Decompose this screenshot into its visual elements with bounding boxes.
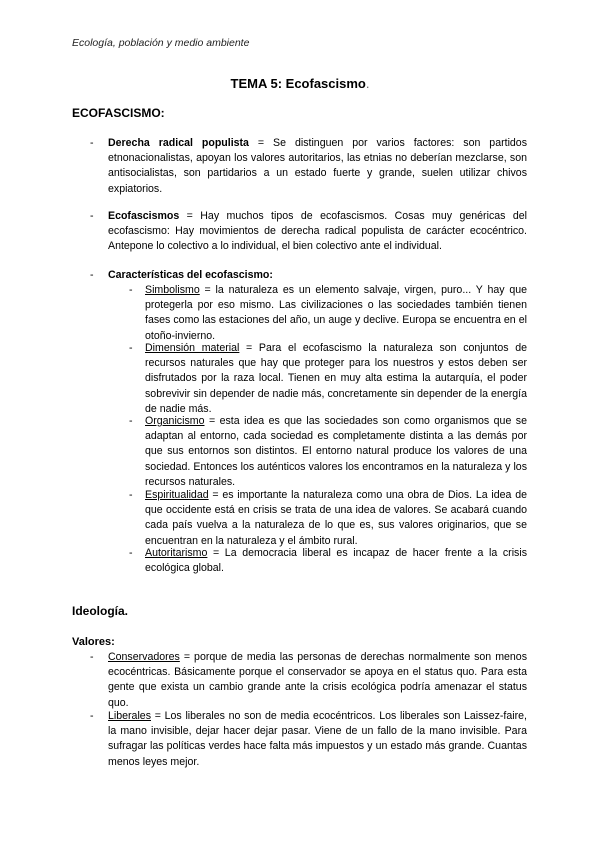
definition: = Los liberales no son de media ecocéntricos. Los liberales son Laissez-faire, la mano invisible, dejar hacer dejar pasar. Viene de un fallo de la mano invisible. Para sufragar las políticas verdes hace falta más impuestos y un estado más grande. Cuantas menos leyes mejor.	[108, 710, 527, 768]
sub-list-item	[129, 414, 527, 490]
bullet-dash: -	[90, 210, 94, 222]
sub-list-item	[129, 546, 527, 576]
sub-list-item	[129, 283, 527, 344]
bullet-dash: -	[90, 269, 94, 281]
term: Ecofascismos	[108, 210, 180, 222]
definition: = esta idea es que las sociedades son como organismos que se adaptan al entorno, cada sociedad es completamente distinta a las demás por que sus entornos son distintos. El entorno natural produce los valores de una sociedad. Entonces los auténticos valores los encontramos en la naturaleza y los recursos naturales.	[145, 415, 527, 488]
section-heading-ideologia: Ideología.	[72, 604, 129, 618]
list-item	[90, 650, 527, 711]
term: Derecha radical populista	[108, 137, 249, 149]
bullet-dash: -	[129, 342, 133, 354]
sub-list-item	[129, 341, 527, 417]
term: Organicismo	[145, 415, 205, 427]
subheading-valores: Valores:	[72, 636, 115, 648]
term: Dimensión material	[145, 342, 240, 354]
definition: = porque de media las personas de derechas normalmente son menos ecocéntricas. Básicamente porque el conservador se apoya en el status quo. Para esta gente que exista un cambio grande ante la crisis ecológica podría amenazar el status quo.	[108, 651, 527, 709]
bullet-dash: -	[129, 547, 133, 559]
bullet-dash: -	[90, 137, 94, 149]
bullet-dash: -	[90, 710, 94, 722]
bullet-dash: -	[90, 651, 94, 663]
section-heading-ecofascismo: ECOFASCISMO:	[72, 106, 165, 120]
sub-list-item	[129, 488, 527, 549]
definition: = La democracia liberal es incapaz de hacer frente a la crisis ecológica global.	[145, 547, 527, 575]
term: Espiritualidad	[145, 489, 209, 501]
list-item	[90, 209, 527, 255]
definition: = Hay muchos tipos de ecofascismos. Cosas muy genéricas del ecofascismo: Hay movimientos de derecha radical populista de carácter ecocéntrico. Antepone lo colectivo a lo individual, el bien colectivo ante el individual.	[108, 210, 527, 253]
title-text: TEMA 5: Ecofascismo	[230, 76, 366, 91]
term: Simbolismo	[145, 284, 200, 296]
list-item	[90, 268, 527, 283]
bullet-dash: -	[129, 489, 133, 501]
term: Liberales	[108, 710, 151, 722]
bullet-dash: -	[129, 415, 133, 427]
page-title	[0, 76, 600, 91]
bullet-dash: -	[129, 284, 133, 296]
running-header: Ecología, población y medio ambiente	[72, 37, 250, 49]
list-item	[90, 709, 527, 770]
term: Conservadores	[108, 651, 180, 663]
definition: = Para el ecofascismo la naturaleza son conjuntos de recursos naturales que hay que proteger para los nuestros y estos deben ser disfrutados por la raza local. Tienen en muy alta estima la autarquía, el poder sobrevivir sin depender de nadie más, concretamente sin depender de la energía de nadie más.	[145, 342, 527, 415]
term: Autoritarismo	[145, 547, 208, 559]
term: Características del ecofascismo:	[108, 269, 273, 281]
list-item	[90, 136, 527, 197]
title-dot: .	[365, 76, 370, 91]
definition: = Se distinguen por varios factores: son partidos etnonacionalistas, apoyan los valores autoritarios, las etnias no deberían mezclarse, son antisocialistas, son partidarios a un estado fuerte y grande, suelen utilizar chivos expiatorios.	[108, 137, 527, 195]
definition: = es importante la naturaleza como una obra de Dios. La idea de que occidente está en crisis se trata de una idea de valores. Se acabará cuando cada país vuelva a la naturaleza de lo que es, sus valores originarios, que se encuentran en la naturaleza y el ámbito rural.	[145, 489, 527, 547]
definition: = la naturaleza es un elemento salvaje, virgen, puro... Y hay que protegerla por eso mismo. Las civilizaciones o las sociedades también tienen fases como las estaciones del año, un auge y declive. Europa se encuentra en el otoño-invierno.	[145, 284, 527, 342]
